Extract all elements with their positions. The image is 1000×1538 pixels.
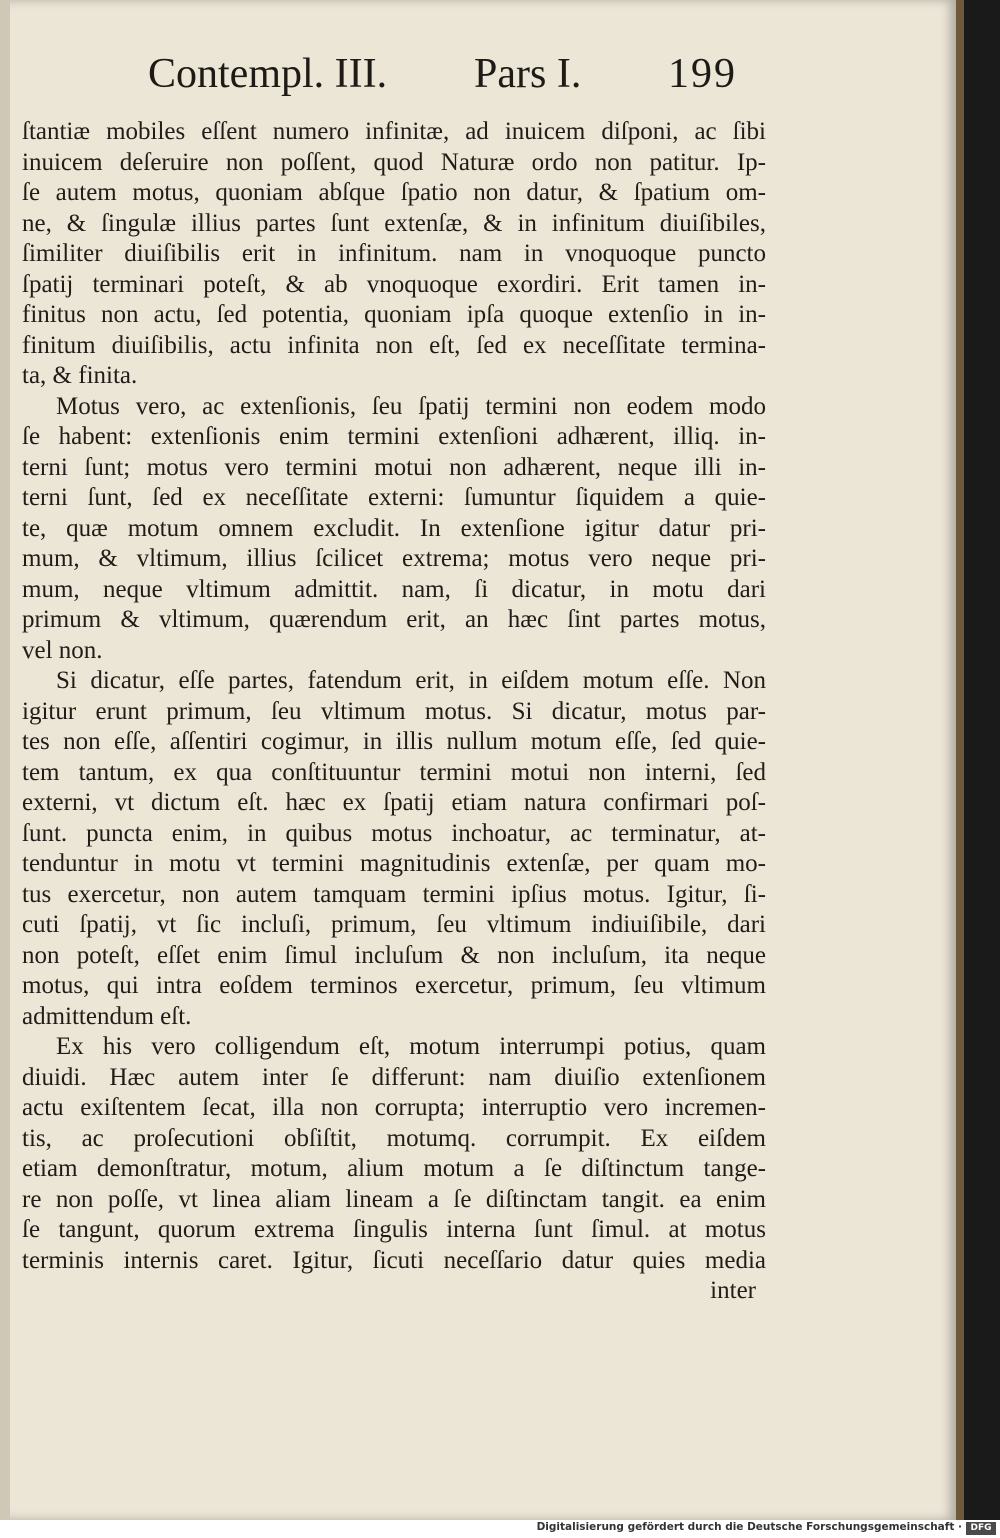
text-line: etiam demonſtratur, motum, alium motum a ſe diſtinctum tange- (22, 1155, 766, 1182)
text-line: Motus vero, ac extenſionis, ſeu ſpatij termini non eodem modo (56, 392, 766, 420)
text-line: diuidi. Hæc autem inter ſe differunt: nam diuiſio extenſionem (22, 1063, 766, 1091)
text-line: motus, qui intra eoſdem terminos exercetur, primum, ſeu vltimum (22, 972, 766, 999)
text-line: Ex his vero colligendum eſt, motum interrumpi potius, quam (56, 1033, 766, 1060)
text-line: tem tantum, ex qua conſtituuntur termini motui non interni, ſed (22, 758, 766, 786)
text-line: primum & vltimum, quærendum erit, an hæc ſint partes motus, (22, 606, 766, 633)
footer-credit: Digitalisierung gefördert durch die Deutsche Forschungsgemeinschaft · (536, 1521, 962, 1533)
text-line: admittendum eſt. (22, 1002, 192, 1030)
text-line: ſimiliter diuiſibilis erit in infinitum. nam in vnoquoque puncto (22, 240, 766, 267)
paragraph (22, 117, 766, 392)
paragraph (22, 392, 766, 667)
text-line: tis, ac proſecutioni obſiſtit, motumq. corrumpit. Ex eiſdem (22, 1124, 766, 1152)
text-line: Si dicatur, eſſe partes, fatendum erit, in eiſdem motum eſſe. Non (56, 667, 766, 694)
text-line: finitum diuiſibilis, actu infinita non eſt, ſed ex neceſſitate termina- (22, 331, 766, 359)
dfg-logo: DFG (966, 1522, 996, 1535)
text-line: igitur erunt primum, ſeu vltimum motus. Si dicatur, motus par- (22, 697, 766, 725)
text-line: actu exiſtentem ſecat, illa non corrupta; interruptio vero incremen- (22, 1094, 766, 1121)
text-line: inuicem deſeruire non poſſent, quod Naturæ ordo non patitur. Ip- (22, 148, 766, 176)
paragraph (22, 666, 766, 1032)
text-line: tus exercetur, non autem tamquam termini ipſius motus. Igitur, ſi- (22, 880, 766, 908)
text-line: vel non. (22, 636, 103, 664)
running-head (148, 50, 768, 110)
text-line: terni ſunt; motus vero termini motui non adhærent, neque illi in- (22, 453, 766, 481)
page-number: 199 (668, 51, 737, 97)
text-line: ſpatij terminari poteſt, & ab vnoquoque exordiri. Erit tamen in- (22, 270, 766, 298)
text-line: ſtantiæ mobiles eſſent numero infinitæ, ad inuicem diſponi, ac ſibi (22, 118, 766, 145)
text-line: ſe tangunt, quorum extrema ſingulis interna ſunt ſimul. at motus (22, 1216, 766, 1243)
text-line: mum, neque vltimum admittit. nam, ſi dicatur, in motu dari (22, 575, 766, 603)
paragraph (22, 1032, 766, 1276)
catchword: inter (710, 1277, 756, 1304)
text-line: externi, vt dictum eſt. hæc ex ſpatij etiam natura confirmari poſ- (22, 789, 766, 816)
text-line: finitus non actu, ſed potentia, quoniam ipſa quoque extenſio in in- (22, 301, 766, 328)
text-line: tes non eſſe, aſſentiri cogimur, in illis nullum motum eſſe, ſed quie- (22, 728, 766, 755)
text-line: ne, & ſingulæ illius partes ſunt extenſæ, & in infinitum diuiſibiles, (22, 209, 766, 237)
text-line: re non poſſe, vt linea aliam lineam a ſe diſtinctam tangit. ea enim (22, 1185, 766, 1213)
page-gutter (0, 0, 10, 1520)
running-head-section: Contempl. III. (148, 51, 388, 97)
text-line: non poteſt, eſſet enim ſimul incluſum & non incluſum, ita neque (22, 941, 766, 969)
text-line: terminis internis caret. Igitur, ſicuti neceſſario datur quies media (22, 1246, 766, 1274)
text-block (22, 117, 766, 1307)
text-line: ſe autem motus, quoniam abſque ſpatio non datur, & ſpatium om- (22, 179, 766, 206)
text-line: ſe habent: extenſionis enim termini extenſioni adhærent, illiq. in- (22, 423, 766, 450)
text-line: te, quæ motum omnem excludit. In extenſione igitur datur pri- (22, 514, 766, 542)
text-line: tenduntur in motu vt termini magnitudinis extenſæ, per quam mo- (22, 850, 766, 877)
text-line: cuti ſpatij, vt ſic incluſi, primum, ſeu vltimum indiuiſibile, dari (22, 911, 766, 938)
text-line: ta, & finita. (22, 362, 138, 389)
running-head-part: Pars I. (474, 51, 582, 97)
page-edge (956, 0, 964, 1520)
text-line: terni ſunt, ſed ex neceſſitate externi: ſumuntur ſiquidem a quie- (22, 484, 766, 511)
text-line: ſunt. puncta enim, in quibus motus inchoatur, ac terminatur, at- (22, 819, 766, 847)
text-line: mum, & vltimum, illius ſcilicet extrema; motus vero neque pri- (22, 545, 766, 572)
